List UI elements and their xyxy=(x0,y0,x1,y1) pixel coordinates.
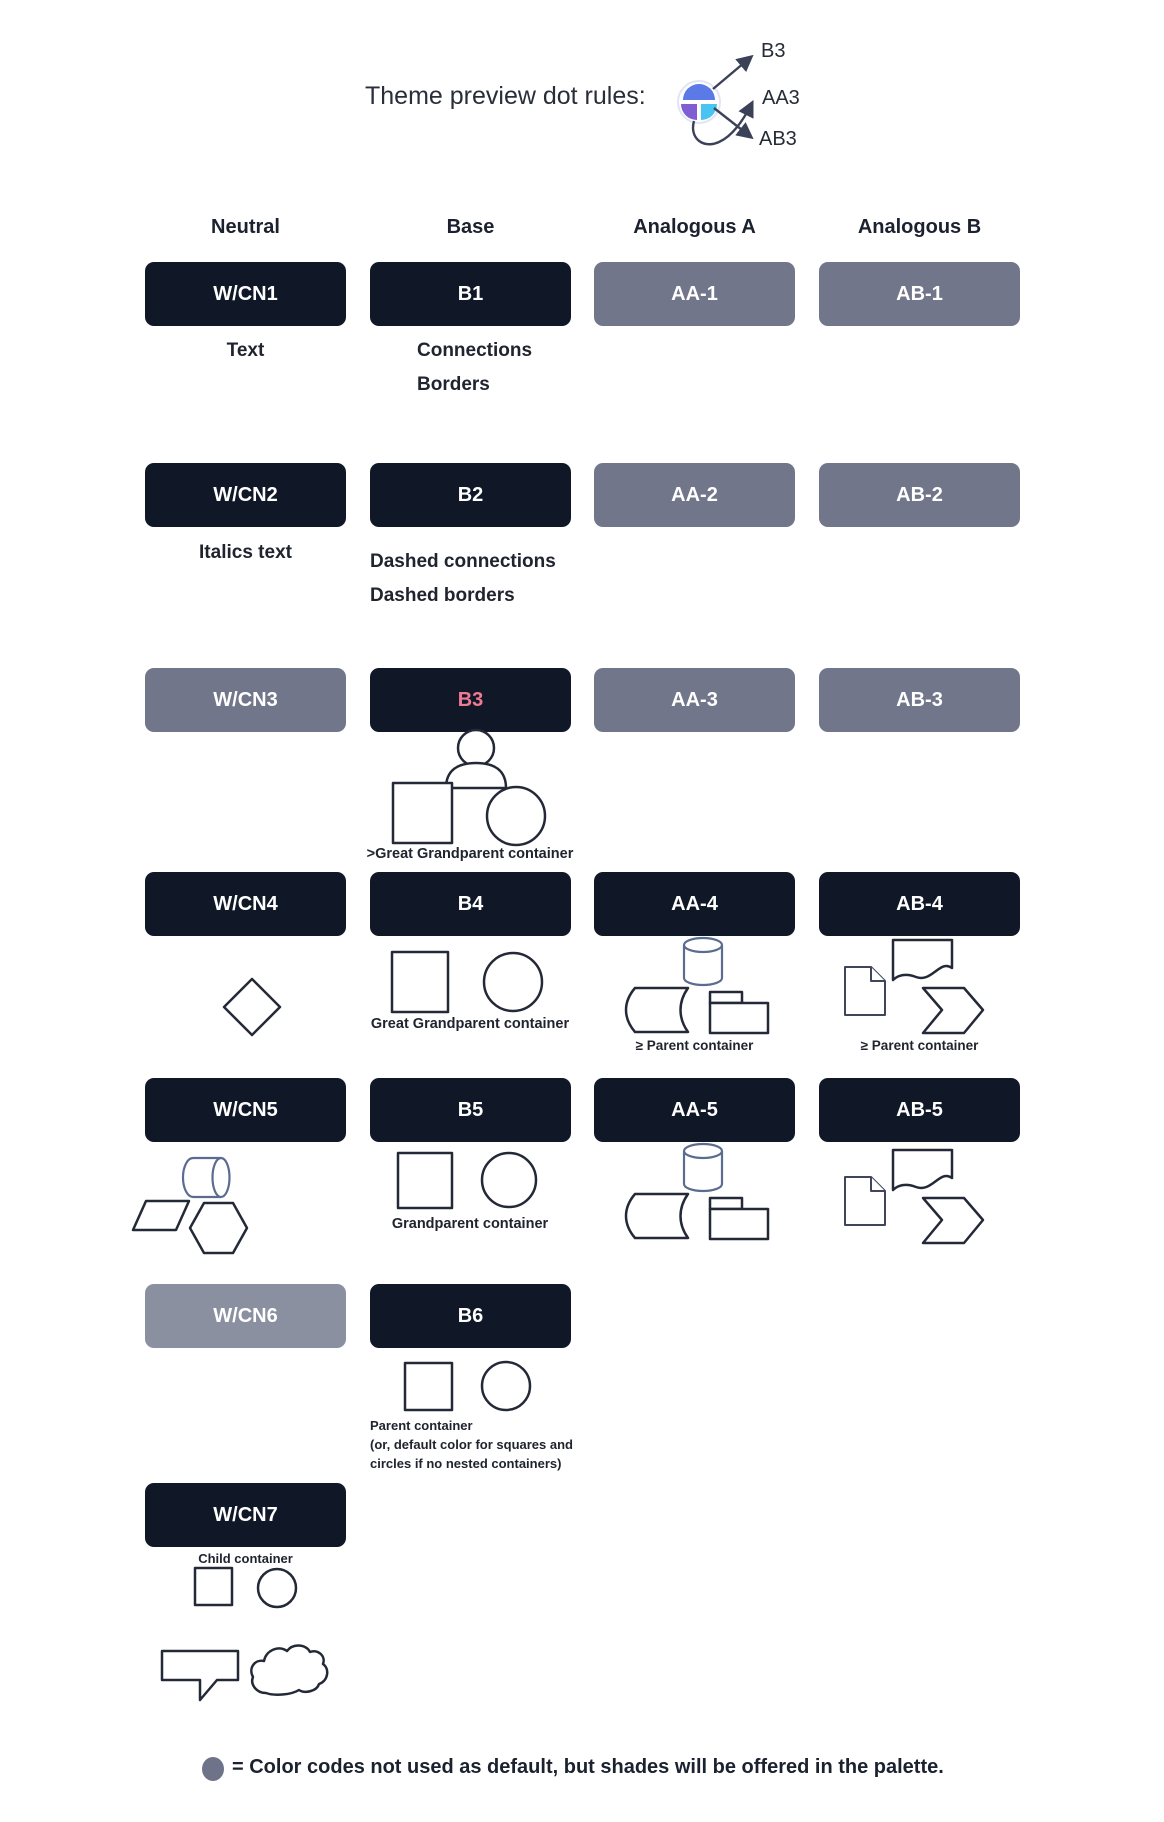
caption-parent-line2: (or, default color for squares and xyxy=(370,1437,573,1452)
badge-ab2: AB-2 xyxy=(819,463,1020,527)
annotation-dashed-connections: Dashed connections xyxy=(370,551,556,572)
caption-child-container: Child container xyxy=(198,1551,293,1566)
badge-ab1: AB-1 xyxy=(819,262,1020,326)
badge-aa3: AA-3 xyxy=(594,668,795,732)
square-icon xyxy=(398,1153,452,1208)
legend-dot-icon xyxy=(202,1757,224,1781)
chevron-icon xyxy=(923,1198,983,1243)
annotation-text: Text xyxy=(226,340,265,361)
column-header-base: Base xyxy=(446,216,495,238)
person-icon xyxy=(458,730,494,766)
document-icon xyxy=(893,940,952,980)
badge-wcn6: W/CN6 xyxy=(145,1284,346,1348)
circle-icon xyxy=(482,1362,530,1410)
stored-data-icon xyxy=(626,988,688,1032)
folder-icon xyxy=(710,1003,768,1033)
badge-ab5: AB-5 xyxy=(819,1078,1020,1142)
b4-shape-cluster xyxy=(388,948,548,1016)
wcn5-shape-cluster xyxy=(125,1150,260,1260)
cylinder-top-icon xyxy=(684,938,722,952)
page-icon xyxy=(845,1177,885,1225)
page-title: Theme preview dot rules: xyxy=(365,82,646,110)
badge-wcn3: W/CN3 xyxy=(145,668,346,732)
badge-b4: B4 xyxy=(370,872,571,936)
ab4-shape-cluster xyxy=(840,935,990,1040)
dot-segment-analogous-a xyxy=(681,104,697,120)
caption-great-grandparent-gt: >Great Grandparent container xyxy=(366,846,574,862)
dot-segment-analogous-b xyxy=(701,104,717,120)
b3-shape-cluster xyxy=(385,725,560,850)
dot-rule-label-ab3: AB3 xyxy=(759,128,797,150)
badge-aa2: AA-2 xyxy=(594,463,795,527)
annotation-italics-text: Italics text xyxy=(199,542,292,563)
person-body-icon xyxy=(446,763,506,788)
square-icon xyxy=(392,952,448,1012)
square-icon xyxy=(195,1568,232,1605)
folder-tab-icon xyxy=(710,1198,742,1209)
badge-b5: B5 xyxy=(370,1078,571,1142)
caption-parent-ab: ≥ Parent container xyxy=(860,1038,979,1053)
b6-shape-cluster xyxy=(401,1359,536,1415)
wcn7-extra-shape-cluster xyxy=(155,1638,335,1713)
circle-icon xyxy=(484,953,542,1011)
aa4-shape-cluster xyxy=(618,935,778,1040)
badge-wcn1: W/CN1 xyxy=(145,262,346,326)
wcn7-shape-cluster xyxy=(191,1564,303,1612)
circle-icon xyxy=(482,1153,536,1207)
caption-grandparent: Grandparent container xyxy=(391,1216,549,1232)
circle-icon xyxy=(487,787,545,845)
legend-text: = Color codes not used as default, but shades will be offered in the palette. xyxy=(232,1756,944,1778)
badge-aa4: AA-4 xyxy=(594,872,795,936)
caption-great-grandparent: Great Grandparent container xyxy=(370,1016,570,1032)
parallelogram-icon xyxy=(133,1201,189,1230)
b5-shape-cluster xyxy=(394,1149,542,1211)
diamond-icon xyxy=(224,979,280,1035)
annotation-connections: Connections xyxy=(417,340,533,361)
aa5-shape-cluster xyxy=(618,1141,778,1246)
wcn4-shape-cluster xyxy=(222,977,282,1037)
caption-parent-aa: ≥ Parent container xyxy=(635,1038,754,1053)
caption-parent-line1: Parent container xyxy=(370,1418,473,1433)
arrow-to-b3 xyxy=(713,57,751,89)
document-icon xyxy=(893,1150,952,1190)
folder-icon xyxy=(710,1209,768,1239)
column-header-neutral: Neutral xyxy=(211,216,280,238)
column-header-analogous-a: Analogous A xyxy=(633,216,756,238)
hexagon-icon xyxy=(190,1203,247,1253)
folder-tab-icon xyxy=(710,992,742,1003)
badge-wcn7: W/CN7 xyxy=(145,1483,346,1547)
horizontal-cylinder-end-icon xyxy=(213,1158,230,1197)
cylinder-top-icon xyxy=(684,1144,722,1158)
badge-b1: B1 xyxy=(370,262,571,326)
badge-ab4: AB-4 xyxy=(819,872,1020,936)
page-fold-icon xyxy=(871,967,885,981)
badge-ab3: AB-3 xyxy=(819,668,1020,732)
circle-icon xyxy=(258,1569,296,1607)
column-header-analogous-b: Analogous B xyxy=(857,216,982,238)
annotation-borders: Borders xyxy=(417,374,490,395)
page-icon xyxy=(845,967,885,1015)
badge-wcn5: W/CN5 xyxy=(145,1078,346,1142)
ab5-shape-cluster xyxy=(840,1145,990,1250)
badge-b3: B3 xyxy=(370,668,571,732)
badge-wcn2: W/CN2 xyxy=(145,463,346,527)
square-icon xyxy=(405,1363,452,1410)
badge-b2: B2 xyxy=(370,463,571,527)
annotation-dashed-borders: Dashed borders xyxy=(370,585,515,606)
caption-parent-line3: circles if no nested containers) xyxy=(370,1456,562,1471)
dot-rule-label-b3: B3 xyxy=(761,40,786,62)
speech-bubble-icon xyxy=(162,1651,238,1700)
badge-b6: B6 xyxy=(370,1284,571,1348)
stored-data-icon xyxy=(626,1194,688,1238)
chevron-icon xyxy=(923,988,983,1033)
badge-aa1: AA-1 xyxy=(594,262,795,326)
theme-dot-icon xyxy=(655,25,825,165)
badge-wcn4: W/CN4 xyxy=(145,872,346,936)
dot-rule-label-aa3: AA3 xyxy=(762,87,800,109)
page-fold-icon xyxy=(871,1177,885,1191)
badge-aa5: AA-5 xyxy=(594,1078,795,1142)
cloud-icon xyxy=(251,1645,327,1694)
square-icon xyxy=(393,783,452,843)
